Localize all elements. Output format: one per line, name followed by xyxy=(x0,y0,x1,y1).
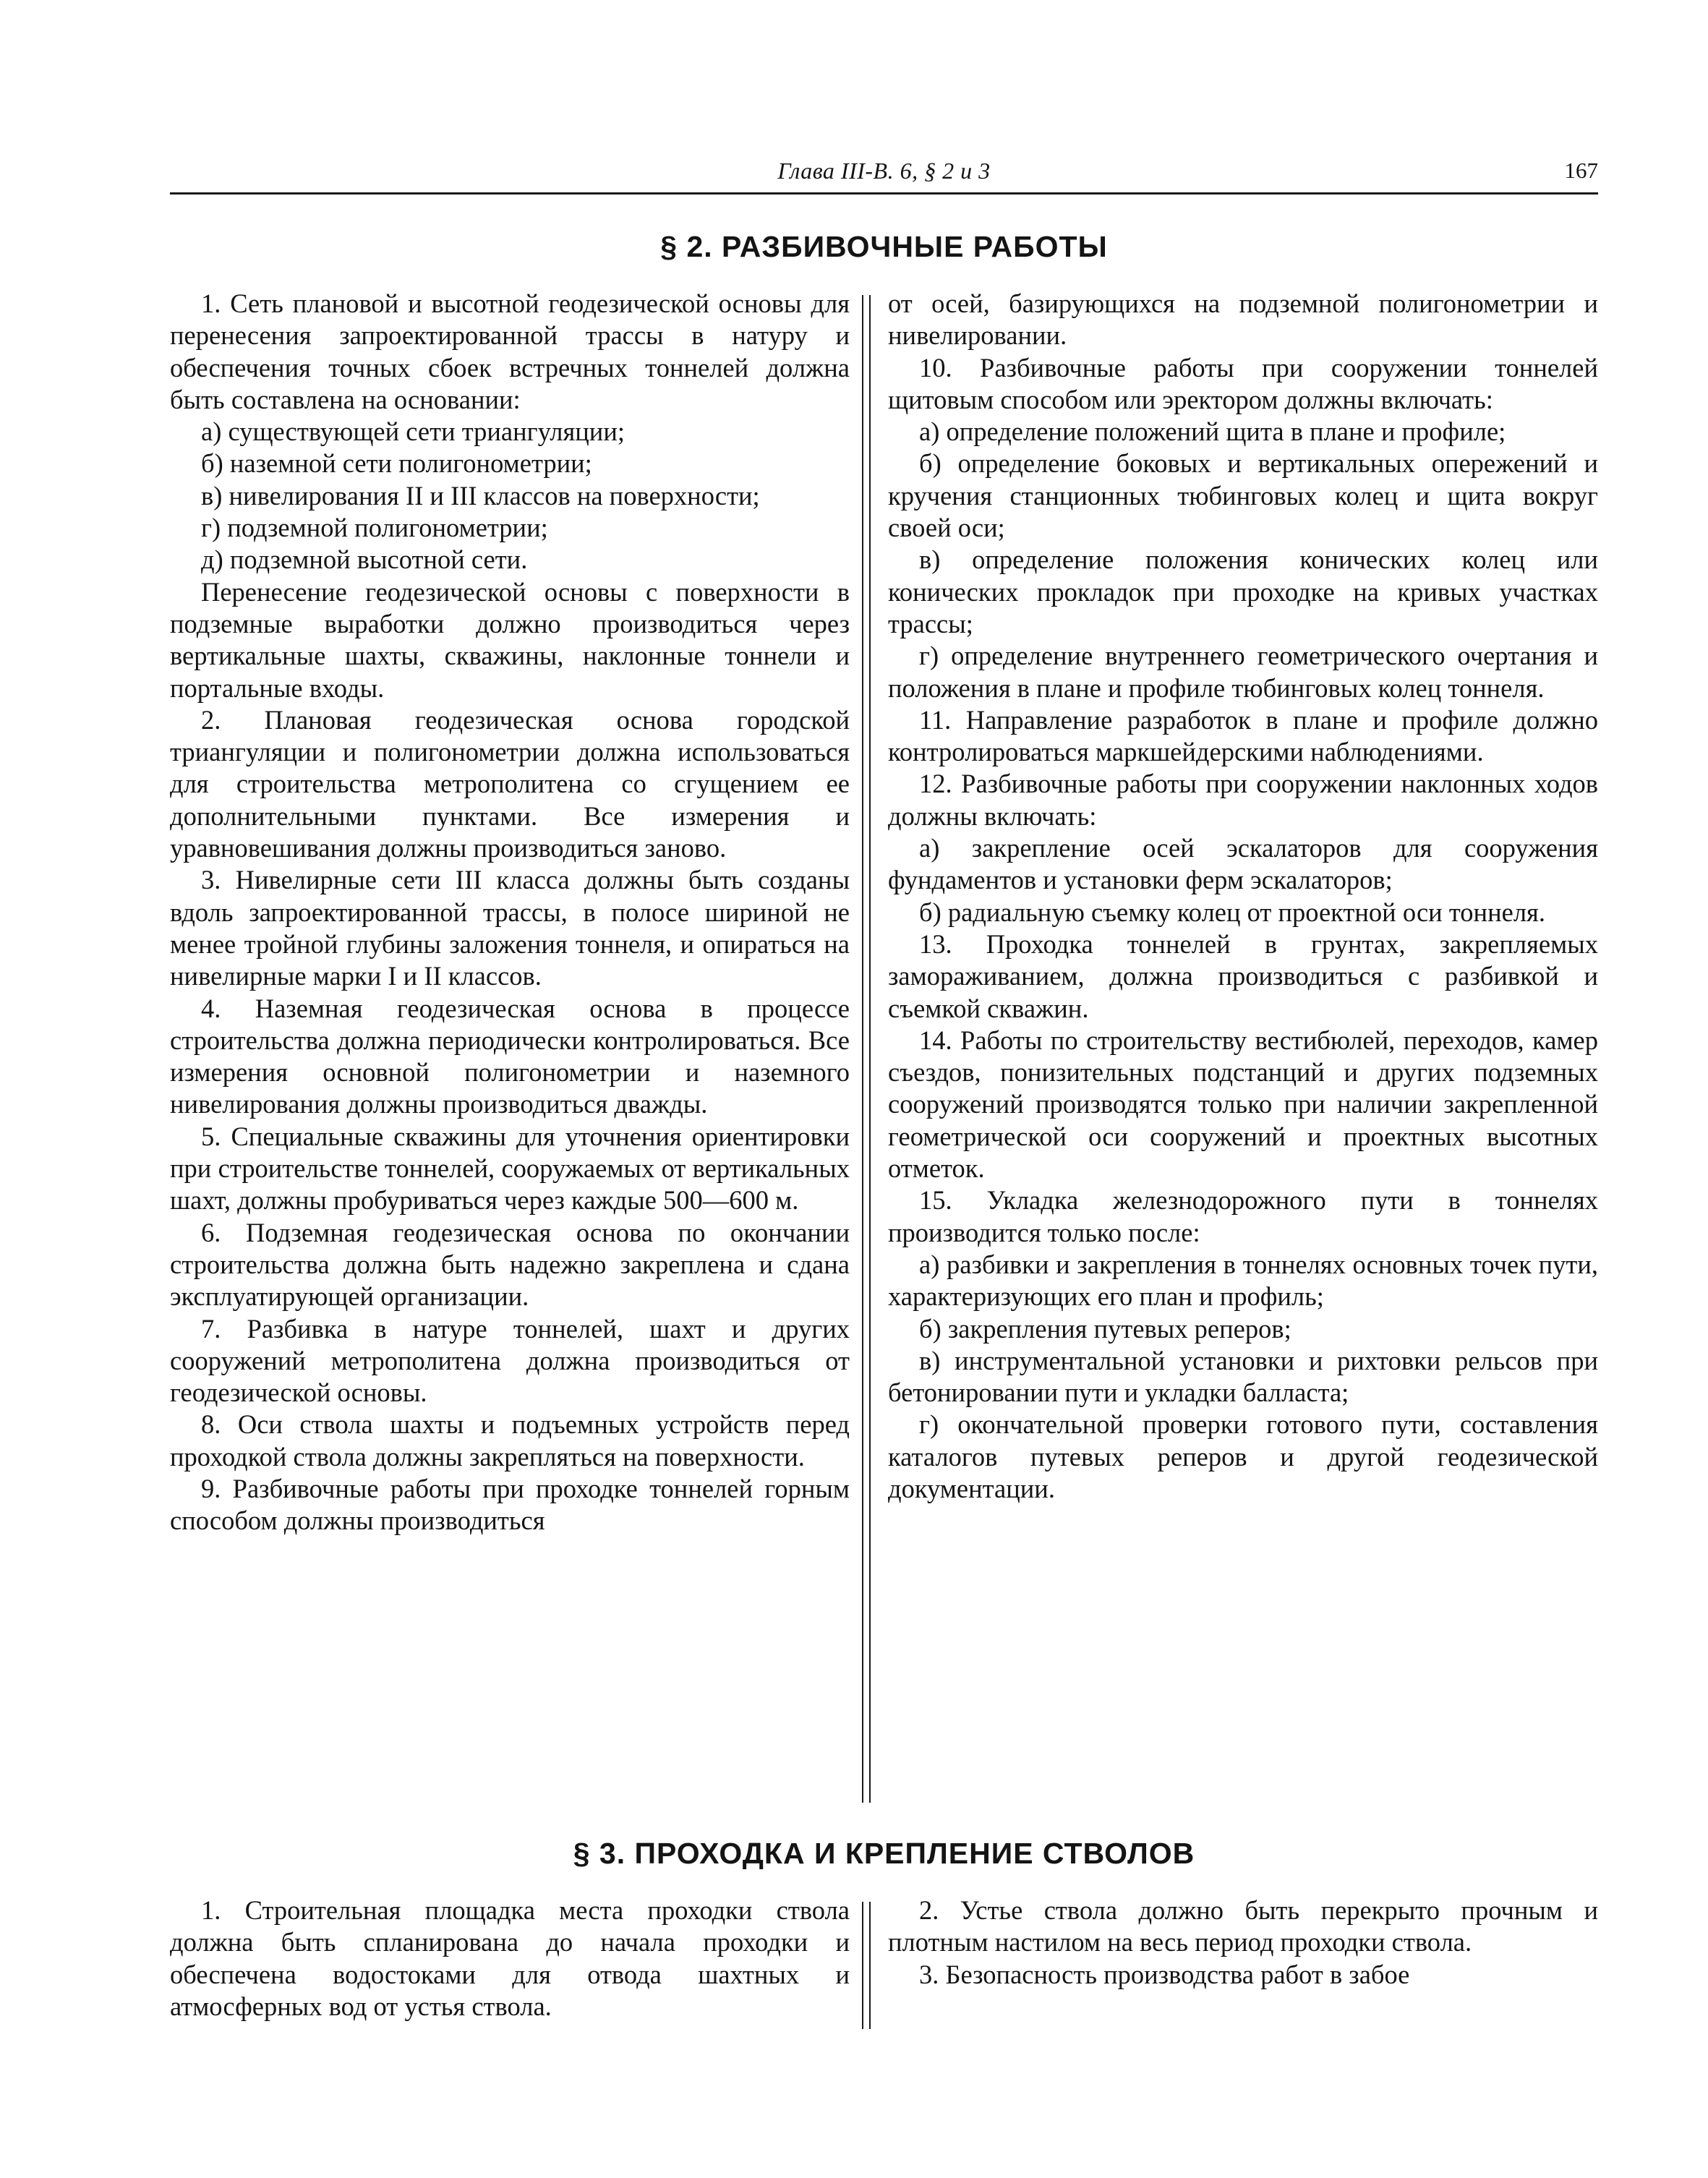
page-number: 167 xyxy=(1564,158,1598,183)
list-item-v: в) нивелирования II и III классов на поверхности; xyxy=(201,480,760,511)
list-item-g: г) окончательной проверки готового пути, составления каталогов путевых реперов и другой геодезической документации. xyxy=(888,1409,1598,1503)
list-item-a: а) существующей сети триангуляции; xyxy=(201,417,625,447)
clause-11: 11. Направление разработок в плане и профиле должно контролироваться маркшейдерскими наблюдениями. xyxy=(888,704,1598,767)
clause-2: 2. Устье ствола должно быть перекрыто прочным и плотным настилом на весь период проходки ствола. xyxy=(888,1895,1598,1957)
list-item-b: б) радиальную съемку колец от проектной оси тоннеля. xyxy=(919,897,1545,927)
section-2-right-column xyxy=(888,288,1598,1505)
clause-1: 1. Сеть плановой и высотной геодезической основы для перенесения запроектированной трассы в натуру и обеспечения точных сбоек встречных тоннелей должна быть составлена на основании: xyxy=(170,289,850,414)
clause-2: 2. Плановая геодезическая основа городской триангуляции и полигонометрии должна использоваться для строительства метрополитена со сгущением ее дополнительными пунктами. Все измерения и уравновешивания должны производиться заново. xyxy=(170,704,850,863)
section-2-title: § 2. РАЗБИВОЧНЫЕ РАБОТЫ xyxy=(660,230,1108,263)
list-item-g: г) подземной полигонометрии; xyxy=(201,513,548,543)
list-item-b: б) наземной сети полигонометрии; xyxy=(201,448,592,479)
list-item-a: а) разбивки и закрепления в тоннелях основных точек пути, характеризующих его план и профиль; xyxy=(888,1249,1598,1312)
clause-9-continuation: от осей, базирующихся на подземной полигонометрии и нивелировании. xyxy=(888,289,1598,351)
header-rule xyxy=(170,192,1598,195)
clause-6: 6. Подземная геодезическая основа по окончании строительства должна быть надежно закреплена и сдана эксплуатирующей организации. xyxy=(170,1217,850,1312)
running-header xyxy=(170,158,1598,191)
clause-15: 15. Укладка железнодорожного пути в тоннелях производится только после: xyxy=(888,1185,1598,1247)
column-divider xyxy=(862,1902,871,2029)
clause-5: 5. Специальные скважины для уточнения ориентировки при строительстве тоннелей, сооружаемых от вертикальных шахт, должны пробуриваться через каждые 500—600 м. xyxy=(170,1121,850,1216)
section-2-left-column xyxy=(170,288,850,1537)
list-item-b: б) закрепления путевых реперов; xyxy=(919,1313,1291,1344)
list-item-a: а) закрепление осей эскалаторов для сооружения фундаментов и установки ферм эскалаторов; xyxy=(888,833,1598,895)
section-3-title: § 3. ПРОХОДКА И КРЕПЛЕНИЕ СТВОЛОВ xyxy=(573,1837,1195,1870)
list-item-d: д) подземной высотной сети. xyxy=(201,544,528,575)
clause-9: 9. Разбивочные работы при проходке тоннелей горным способом должны производиться xyxy=(170,1473,850,1536)
clause-10: 10. Разбивочные работы при сооружении тоннелей щитовым способом или эректором должны включать: xyxy=(888,352,1598,414)
list-item-a: а) определение положений щита в плане и профиле; xyxy=(919,417,1506,447)
clause-8: 8. Оси ствола шахты и подъемных устройств перед проходкой ствола должны закрепляться на поверхности. xyxy=(170,1409,850,1472)
clause-1: 1. Строительная площадка места проходки ствола должна быть спланирована до начала проходки и обеспечена водостоками для отвода шахтных и атмосферных вод от устья ствола. xyxy=(170,1895,850,2021)
section-3-right-column xyxy=(888,1895,1598,1991)
clause-12: 12. Разбивочные работы при сооружении наклонных ходов должны включать: xyxy=(888,769,1598,831)
list-item-v: в) инструментальной установки и рихтовки рельсов при бетонировании пути и укладки балласта; xyxy=(888,1345,1598,1408)
clause-4: 4. Наземная геодезическая основа в процессе строительства должна периодически контролироваться. Все измерения основной полигонометрии и наземного нивелирования должны производиться дважды. xyxy=(170,993,850,1119)
clause-1-continuation: Перенесение геодезической основы с поверхности в подземные выработки должно производиться через вертикальные шахты, скважины, наклонные тоннели и портальные входы. xyxy=(170,576,850,703)
clause-7: 7. Разбивка в натуре тоннелей, шахт и других сооружений метрополитена должна производиться от геодезической основы. xyxy=(170,1313,850,1408)
column-divider xyxy=(862,295,871,1803)
clause-13: 13. Проходка тоннелей в грунтах, закрепляемых замораживанием, должна производиться с разбивкой и съемкой скважин. xyxy=(888,928,1598,1023)
list-item-v: в) определение положения конических колец или конических прокладок при проходке на кривых участках трассы; xyxy=(888,544,1598,639)
section-3-left-column xyxy=(170,1895,850,2023)
chapter-reference: Глава III-В. 6, § 2 и 3 xyxy=(777,158,991,184)
clause-14: 14. Работы по строительству вестибюлей, переходов, камер съездов, понизительных подстанций и других подземных сооружений производятся только при наличии закрепленной геометрической оси сооружений и проектных высотных отметок. xyxy=(888,1025,1598,1184)
clause-3: 3. Нивелирные сети III класса должны быть созданы вдоль запроектированной трассы, в полосе шириной не менее тройной глубины заложения тоннеля, и опираться на нивелирные марки I и II классов. xyxy=(170,865,850,991)
clause-3: 3. Безопасность производства работ в забое xyxy=(919,1959,1410,1989)
list-item-g: г) определение внутреннего геометрического очертания и положения в плане и профиле тюбинговых колец тоннеля. xyxy=(888,641,1598,703)
list-item-b: б) определение боковых и вертикальных опережений и кручения станционных тюбинговых колец и щита вокруг своей оси; xyxy=(888,448,1598,543)
